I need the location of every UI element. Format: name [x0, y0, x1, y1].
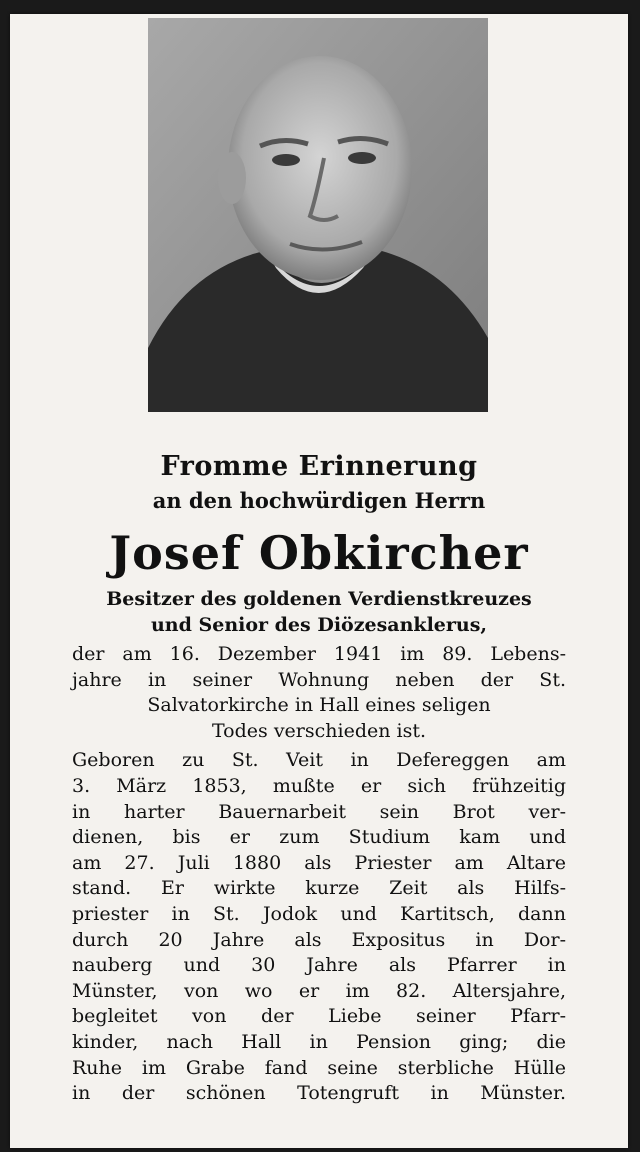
- text-line: Geboren zu St. Veit in Defereggen am: [72, 749, 566, 772]
- text-line: begleitet von der Liebe seiner Pfarr-: [72, 1005, 566, 1028]
- text-line: in der schönen Totengruft in Münster.: [72, 1082, 566, 1105]
- titles: [72, 586, 566, 638]
- biography-paragraph: [72, 748, 566, 1106]
- heading: Fromme Erinnerung: [160, 451, 478, 482]
- text-line: der am 16. Dezember 1941 im 89. Lebens-: [72, 643, 566, 665]
- deceased-name: Josef Obkircher: [109, 526, 529, 580]
- death-paragraph: [72, 642, 566, 744]
- memorial-card: [10, 14, 628, 1148]
- subheading: an den hochwürdigen Herrn: [152, 488, 486, 513]
- text-line: jahre in seiner Wohnung neben der St.: [72, 668, 566, 691]
- title-line: Besitzer des goldenen Verdienstkreuzes: [106, 588, 532, 610]
- text-line: Ruhe im Grabe fand seine sterbliche Hülle: [72, 1056, 566, 1079]
- text-line: in harter Bauernarbeit sein Brot ver-: [72, 800, 566, 823]
- text-line: 3. März 1853, mußte er sich frühzeitig: [72, 774, 566, 797]
- text-line: am 27. Juli 1880 als Priester am Altare: [72, 851, 566, 874]
- portrait-image: [148, 18, 488, 412]
- text-line: nauberg und 30 Jahre als Pfarrer in: [72, 954, 566, 977]
- memorial-text: [72, 450, 566, 1107]
- title-line: und Senior des Diözesanklerus,: [150, 614, 488, 636]
- text-line: Münster, von wo er im 82. Altersjahre,: [72, 979, 566, 1002]
- text-line: durch 20 Jahre als Expositus in Dor-: [72, 928, 566, 951]
- text-line: kinder, nach Hall in Pension ging; die: [72, 1030, 566, 1053]
- text-line: Salvatorkirche in Hall eines seligen: [147, 694, 491, 717]
- portrait-photo: [148, 18, 488, 412]
- text-line: dienen, bis er zum Studium kam und: [72, 826, 566, 849]
- text-line: stand. Er wirkte kurze Zeit als Hilfs-: [72, 877, 566, 900]
- text-line: Todes verschieden ist.: [211, 719, 427, 742]
- text-line: priester in St. Jodok und Kartitsch, dann: [72, 902, 566, 925]
